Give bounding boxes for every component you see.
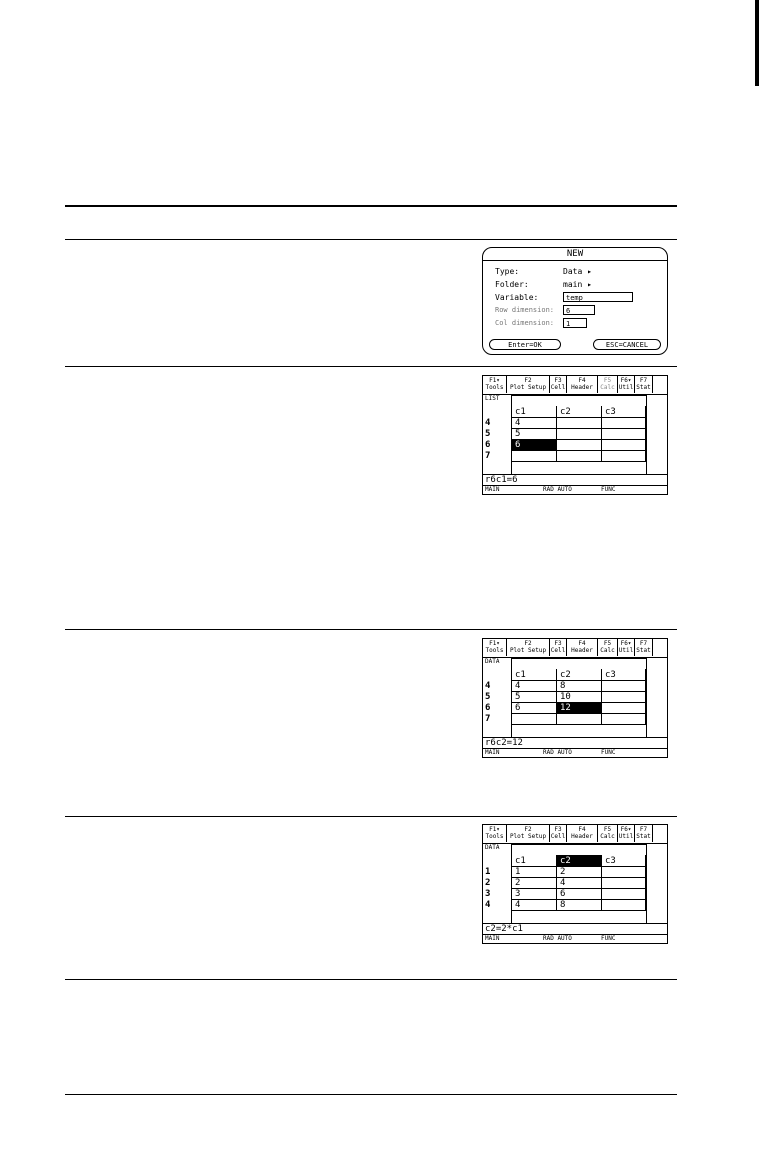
page-edge-bar — [755, 0, 759, 86]
status-mode: RAD AUTO — [543, 935, 572, 942]
data-editor-screenshot-3 — [482, 824, 668, 944]
cell-r2c1[interactable]: 2 — [512, 878, 557, 889]
toolbar — [483, 376, 667, 395]
data-editor-screenshot-1 — [482, 375, 668, 495]
data-editor-screenshot-2 — [482, 638, 668, 758]
status-bar — [483, 748, 667, 757]
cell-r1c3[interactable] — [602, 867, 646, 878]
tab-util[interactable]: F6▾ Util — [618, 826, 634, 840]
cell-r7c1[interactable] — [512, 451, 557, 462]
cell-r4c1[interactable]: 4 — [512, 900, 557, 911]
row-rule-3 — [65, 816, 677, 817]
status-folder: MAIN — [485, 486, 500, 493]
cell-r5c2[interactable] — [557, 429, 602, 440]
cell-r4c2[interactable]: 8 — [557, 900, 602, 911]
column-header-c1[interactable]: c1 — [512, 406, 557, 418]
tab-stat[interactable]: F7 Stat — [635, 376, 653, 393]
row-number: 4 — [485, 418, 491, 428]
column-header-c2-selected[interactable]: c2 — [557, 855, 602, 867]
cell-r5c2[interactable]: 10 — [557, 692, 602, 703]
toolbar — [483, 639, 667, 658]
tab-calc[interactable]: F5 Calc — [598, 376, 618, 393]
cell-r6c3[interactable] — [602, 703, 646, 714]
cell-r2c2[interactable]: 4 — [557, 878, 602, 889]
cell-r3c2[interactable]: 6 — [557, 889, 602, 900]
status-bar — [483, 934, 667, 943]
row-number: 5 — [485, 692, 491, 702]
cell-r7c3[interactable] — [602, 451, 646, 462]
tab-calc[interactable]: F5 Calc — [598, 639, 618, 656]
tab-plot-setup[interactable]: F2 Plot Setup — [507, 639, 550, 656]
new-dialog-screenshot — [482, 247, 668, 355]
cell-r6c1[interactable]: 6 — [512, 703, 557, 714]
row-number: 7 — [485, 714, 491, 724]
cell-r4c3[interactable] — [602, 681, 646, 692]
cell-r4c1[interactable]: 4 — [512, 418, 557, 429]
row-rule-2 — [65, 629, 677, 630]
cell-r5c1[interactable]: 5 — [512, 429, 557, 440]
type-label: Type: — [495, 267, 520, 276]
cell-r4c2[interactable] — [557, 418, 602, 429]
cell-r7c1[interactable] — [512, 714, 557, 725]
tab-tools[interactable]: F1▾ Tools — [483, 825, 507, 842]
tab-stat[interactable]: F7 Stat — [635, 639, 653, 656]
cell-r4c2[interactable]: 8 — [557, 681, 602, 692]
tab-util[interactable]: F6▾ Util — [618, 377, 634, 391]
tab-cell[interactable]: F3 Cell — [550, 640, 566, 654]
column-header-c2[interactable]: c2 — [557, 669, 602, 681]
header-rule — [65, 239, 677, 240]
row-number: 7 — [485, 451, 491, 461]
folder-value[interactable]: main ▸ — [563, 280, 592, 289]
variable-type: DATA — [485, 844, 500, 851]
row-number: 4 — [485, 681, 491, 691]
tab-header[interactable]: F4 Header — [567, 376, 598, 393]
tab-tools[interactable]: F1▾ Tools — [483, 639, 507, 656]
toolbar — [483, 825, 667, 844]
row-number: 5 — [485, 429, 491, 439]
type-value[interactable]: Data ▸ — [563, 267, 592, 276]
row-number: 6 — [485, 703, 491, 713]
cell-r4c3[interactable] — [602, 418, 646, 429]
cell-r7c2[interactable] — [557, 714, 602, 725]
ok-button[interactable]: Enter=OK — [489, 339, 561, 350]
tab-cell[interactable]: F3 Cell — [550, 826, 566, 840]
col-dimension-label: Col dimension: — [495, 319, 555, 327]
status-folder: MAIN — [485, 935, 500, 942]
entry-line[interactable]: c2=2*c1 — [483, 923, 667, 934]
tab-calc[interactable]: F5 Calc — [598, 825, 618, 842]
cell-r7c2[interactable] — [557, 451, 602, 462]
row-number: 4 — [485, 900, 491, 910]
tab-plot-setup[interactable]: F2 Plot Setup — [507, 825, 550, 842]
column-header-c2[interactable]: c2 — [557, 406, 602, 418]
status-graph: FUNC — [601, 935, 616, 942]
column-header-c3[interactable]: c3 — [602, 855, 646, 867]
row-number: 6 — [485, 440, 491, 450]
status-bar — [483, 485, 667, 494]
tab-plot-setup[interactable]: F2 Plot Setup — [507, 376, 550, 393]
variable-field[interactable]: temp — [563, 292, 633, 302]
cell-r6c2-selected[interactable]: 12 — [557, 703, 602, 714]
entry-line[interactable]: r6c2=12 — [483, 737, 667, 748]
variable-type: LIST — [485, 395, 500, 402]
column-header-c1[interactable]: c1 — [512, 669, 557, 681]
variable-label: Variable: — [495, 293, 539, 302]
status-graph: FUNC — [601, 749, 616, 756]
table-top-rule — [65, 205, 677, 207]
cell-r1c1[interactable]: 1 — [512, 867, 557, 878]
cell-r6c3[interactable] — [602, 440, 646, 451]
folder-label: Folder: — [495, 280, 529, 289]
tab-util[interactable]: F6▾ Util — [618, 640, 634, 654]
cell-r4c1[interactable]: 4 — [512, 681, 557, 692]
tab-stat[interactable]: F7 Stat — [635, 825, 653, 842]
cell-r2c3[interactable] — [602, 878, 646, 889]
tab-header[interactable]: F4 Header — [567, 639, 598, 656]
tab-header[interactable]: F4 Header — [567, 825, 598, 842]
status-mode: RAD AUTO — [543, 749, 572, 756]
row-number: 2 — [485, 878, 491, 888]
cell-r3c1[interactable]: 3 — [512, 889, 557, 900]
row-rule-1 — [65, 366, 677, 367]
col-dimension-field[interactable]: 1 — [563, 318, 587, 328]
column-header-c3[interactable]: c3 — [602, 669, 646, 681]
cell-r1c2[interactable]: 2 — [557, 867, 602, 878]
variable-type: DATA — [485, 658, 500, 665]
table-bottom-rule — [65, 1094, 677, 1095]
tab-cell[interactable]: F3 Cell — [550, 377, 566, 391]
status-graph: FUNC — [601, 486, 616, 493]
cell-r5c3[interactable] — [602, 692, 646, 703]
column-header-c3[interactable]: c3 — [602, 406, 646, 418]
cancel-button[interactable]: ESC=CANCEL — [593, 339, 661, 350]
row-rule-4 — [65, 979, 677, 980]
cell-r7c3[interactable] — [602, 714, 646, 725]
cell-r6c1-selected[interactable]: 6 — [512, 440, 557, 451]
column-header-c1[interactable]: c1 — [512, 855, 557, 867]
cell-r5c1[interactable]: 5 — [512, 692, 557, 703]
status-mode: RAD AUTO — [543, 486, 572, 493]
row-dimension-label: Row dimension: — [495, 306, 555, 314]
status-folder: MAIN — [485, 749, 500, 756]
cell-r5c3[interactable] — [602, 429, 646, 440]
cell-r6c2[interactable] — [557, 440, 602, 451]
dialog-title: NEW — [483, 248, 667, 261]
cell-r4c3[interactable] — [602, 900, 646, 911]
tab-tools[interactable]: F1▾ Tools — [483, 376, 507, 393]
row-number: 3 — [485, 889, 491, 899]
row-number: 1 — [485, 867, 491, 877]
entry-line[interactable]: r6c1=6 — [483, 474, 667, 485]
row-dimension-field[interactable]: 6 — [563, 305, 595, 315]
cell-r3c3[interactable] — [602, 889, 646, 900]
